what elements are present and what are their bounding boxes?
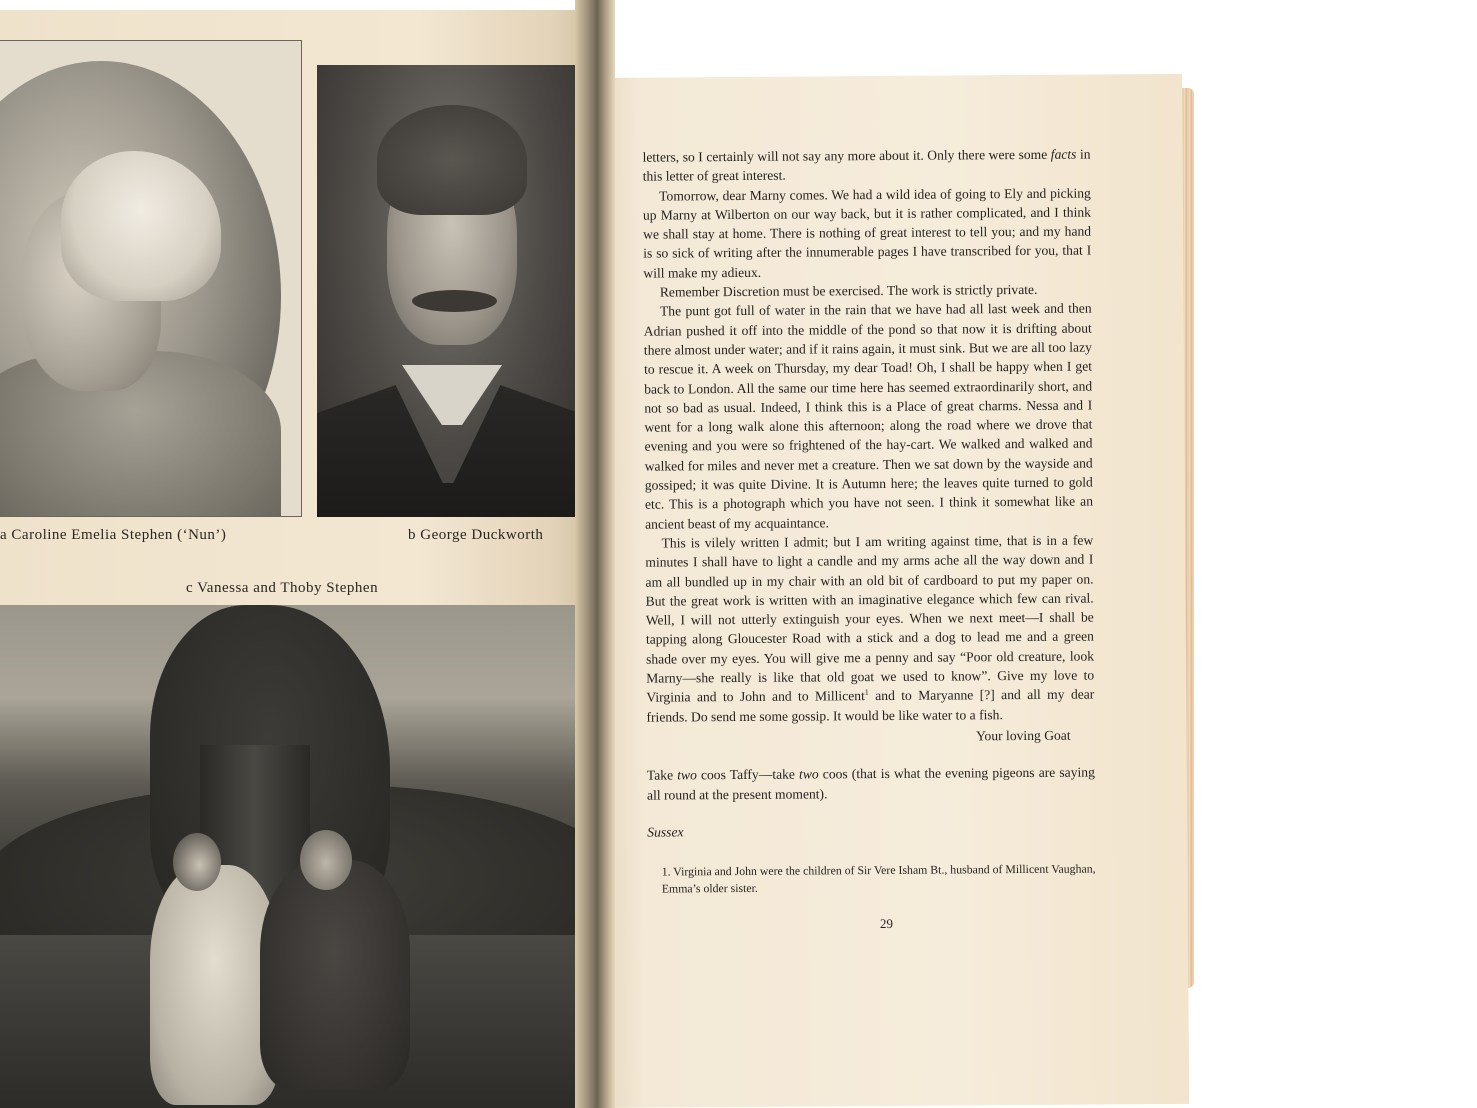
caption-c: c Vanessa and Thoby Stephen: [186, 580, 379, 596]
place-name: Sussex: [647, 824, 684, 840]
right-page: [592, 74, 1189, 1108]
footnote: 1. Virginia and John were the children of Sir Vere Isham Bt., husband of Millicent Vaughan, Emma’s older sister.: [661, 861, 1096, 896]
text-run: coos Taffy—take: [696, 766, 800, 783]
postscript: [647, 763, 1095, 805]
figure-girl-head: [173, 833, 221, 891]
photo-george-duckworth: [317, 65, 579, 517]
text-run: and to Maryanne [?] and all my dear friends. Do send me some gossip. It would be like water to a fish.: [646, 686, 1095, 725]
text-run: This is vilely written I admit; but I am writing against time, that is in a few minutes I shall have to light a candle and my arms ache all the way down and I am all bundled up in my chair with an old bit of cardboard to put my paper on. But the great work is written with an imaginative elegance which few can rival. Well, I will not utterly extinguish your eyes. When we next meet—I shall be tapping along Gloucester Road with a stick and a dog to lead me and a green shade over my eyes. You will give me a penny and say “Poor old creature, look Marny—she really is like that old goat we used to know”. Give my love to Virginia and to John and to Millicent: [645, 532, 1095, 705]
caption-b: b George Duckworth: [408, 527, 544, 543]
figure-moustache: [412, 290, 497, 312]
text-run: coos (that is what the evening pigeons are saying all round at the present moment).: [646, 764, 1095, 803]
signoff: Your loving Goat: [976, 727, 1071, 744]
figure-hair: [377, 105, 527, 215]
text-run: in this letter of great interest.: [642, 146, 1091, 184]
book-gutter: [575, 0, 615, 1108]
footnote-marker: 1: [864, 687, 869, 697]
text-run-italic: two: [798, 766, 819, 782]
paragraph: Remember Discretion must be exercised. The work is strictly private.: [659, 281, 1038, 300]
text-run: Take: [646, 767, 678, 783]
text-run-italic: two: [677, 767, 697, 783]
caption-a: a Caroline Emelia Stephen (‘Nun’): [0, 527, 227, 543]
left-page: [0, 10, 600, 1108]
paragraph: [642, 145, 1090, 187]
text-run: letters, so I certainly will not say any more about it. Only there were some: [642, 146, 1051, 165]
text-run-italic: facts: [1050, 146, 1077, 162]
letter-text: [642, 145, 1095, 898]
page-number: 29: [879, 915, 893, 932]
paragraph: [645, 530, 1094, 726]
figure-boy-head: [300, 830, 352, 890]
photo-vanessa-and-thoby-stephen: [0, 605, 600, 1108]
figure-boy: [260, 860, 410, 1090]
paragraph: The punt got full of water in the rain that we have had all last week and then Adrian pushed it off into the middle of the pond so that now it is drifting about there almost under water; and if it rains again, it must sink. But we are all too lazy to rescue it. A week on Thursday, my dear Toad! Oh, I shall be happy when I get back to London. All the same our time here has seemed extraordinarily short, and not so bad as usual. Indeed, I think this is a Place of great charms. Nessa and I went for a long walk alone this afternoon; along the road where we drove that evening and you were so frightened of the hay-cart. We walked and walked and walked for miles and never met a creature. Then we sat down by the wayside and gossiped; it was quite Divine. It is Autumn here; the leaves quite turned to gold etc. This is a photograph which you have not seen. I think it somewhat like an ancient beast of my acquaintance.: [643, 300, 1094, 532]
photo-caroline-emelia-stephen: [0, 40, 302, 517]
paragraph: Tomorrow, dear Marny comes. We had a wild idea of going to Ely and picking up Marny at Wilberton on our way back, but it is rather complicated, and I think we shall stay at home. There is nothing of great interest to tell you; and my hand is so sick of writing after the innumerable pages I have transcribed for you, that I will make my adieux.: [642, 185, 1092, 281]
